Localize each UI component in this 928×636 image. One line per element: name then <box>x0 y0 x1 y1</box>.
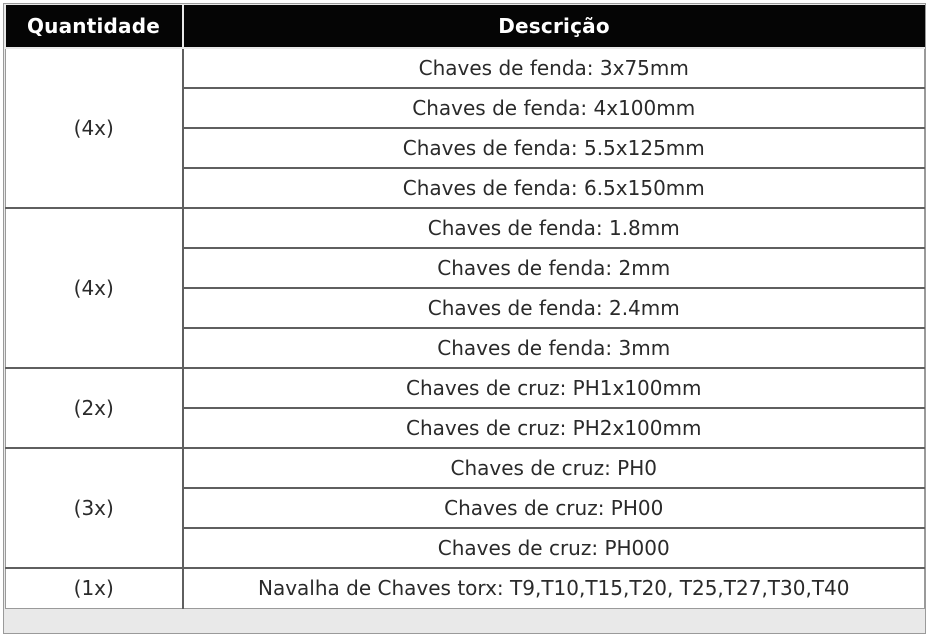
table-frame <box>3 3 926 634</box>
description-cell: Chaves de fenda: 4x100mm <box>183 88 925 128</box>
header-description: Descrição <box>183 5 925 48</box>
description-cell: Chaves de fenda: 1.8mm <box>183 208 925 248</box>
header-quantity: Quantidade <box>6 5 183 48</box>
quantity-cell: (1x) <box>6 568 183 608</box>
description-cell: Chaves de cruz: PH1x100mm <box>183 368 925 408</box>
description-cell: Chaves de cruz: PH0 <box>183 448 925 488</box>
description-cell: Chaves de cruz: PH000 <box>183 528 925 568</box>
description-cell: Chaves de fenda: 5.5x125mm <box>183 128 925 168</box>
table-row <box>6 448 925 488</box>
table-row <box>6 368 925 408</box>
description-cell: Chaves de cruz: PH2x100mm <box>183 408 925 448</box>
table-row <box>6 48 925 88</box>
parts-table <box>5 5 925 609</box>
description-cell: Chaves de fenda: 6.5x150mm <box>183 168 925 208</box>
description-cell: Chaves de cruz: PH00 <box>183 488 925 528</box>
quantity-cell: (4x) <box>6 208 183 368</box>
description-cell: Chaves de fenda: 2.4mm <box>183 288 925 328</box>
header-row <box>6 5 925 48</box>
table-row <box>6 208 925 248</box>
description-cell: Navalha de Chaves torx: T9,T10,T15,T20, T25,T27,T30,T40 <box>183 568 925 608</box>
quantity-cell: (2x) <box>6 368 183 448</box>
description-cell: Chaves de fenda: 2mm <box>183 248 925 288</box>
quantity-cell: (3x) <box>6 448 183 568</box>
description-cell: Chaves de fenda: 3x75mm <box>183 48 925 88</box>
quantity-cell: (4x) <box>6 48 183 208</box>
description-cell: Chaves de fenda: 3mm <box>183 328 925 368</box>
table-row <box>6 568 925 608</box>
